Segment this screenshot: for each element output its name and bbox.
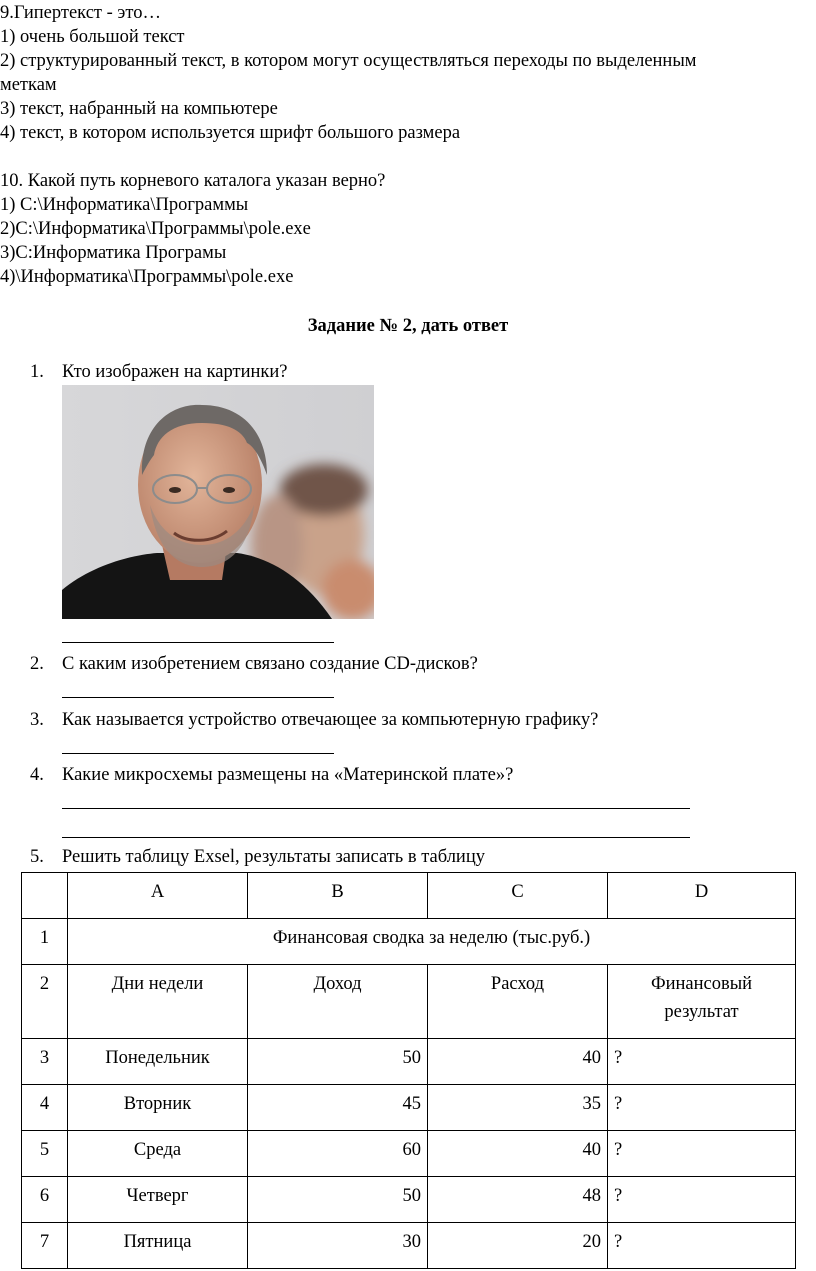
question-text: Как называется устройство отвечающее за компьютерную графику? — [62, 710, 599, 730]
header-cell-expense: Расход — [428, 965, 608, 1039]
answer-line[interactable] — [62, 642, 334, 643]
answer-line[interactable] — [62, 837, 690, 838]
column-header: D — [608, 873, 796, 919]
income-cell: 30 — [248, 1223, 428, 1269]
table-row — [22, 1131, 796, 1177]
q9-option-2: 2) структурированный текст, в котором могут осуществляться переходы по выделенным — [0, 51, 697, 71]
row-number: 2 — [22, 965, 68, 1039]
result-cell[interactable]: ? — [608, 1039, 796, 1085]
question-text: Какие микросхемы размещены на «Материнской плате»? — [62, 765, 514, 785]
q9-option-4: 4) текст, в котором используется шрифт большого размера — [0, 123, 461, 143]
column-header-row — [22, 873, 796, 919]
income-cell: 45 — [248, 1085, 428, 1131]
title-row — [22, 919, 796, 965]
expense-cell: 20 — [428, 1223, 608, 1269]
q10-option-4: 4)\Информатика\Программы\pole.exe — [0, 267, 294, 287]
income-cell: 50 — [248, 1177, 428, 1223]
result-cell[interactable]: ? — [608, 1085, 796, 1131]
task2-heading: Задание № 2, дать ответ — [307, 316, 509, 336]
table-row — [22, 1085, 796, 1131]
question-number: 3. — [30, 710, 44, 730]
day-cell: Четверг — [68, 1177, 248, 1223]
result-cell[interactable]: ? — [608, 1131, 796, 1177]
question-number: 2. — [30, 654, 44, 674]
q10-option-1: 1) C:\Информатика\Программы — [0, 195, 249, 215]
row-number: 6 — [22, 1177, 68, 1223]
portrait-photo — [62, 385, 374, 619]
result-cell[interactable]: ? — [608, 1177, 796, 1223]
corner-cell — [22, 873, 68, 919]
expense-cell: 35 — [428, 1085, 608, 1131]
question-text: С каким изобретением связано создание CD-дисков? — [62, 654, 478, 674]
row-number: 7 — [22, 1223, 68, 1269]
income-cell: 60 — [248, 1131, 428, 1177]
q9-option-1: 1) очень большой текст — [0, 27, 185, 47]
row-number: 1 — [22, 919, 68, 965]
q10-option-3: 3)C:Информатика Програмы — [0, 243, 227, 263]
q10-question: 10. Какой путь корневого каталога указан верно? — [0, 171, 386, 191]
header-row — [22, 965, 796, 1039]
table-title: Финансовая сводка за неделю (тыс.руб.) — [68, 919, 796, 965]
answer-line[interactable] — [62, 697, 334, 698]
result-cell[interactable]: ? — [608, 1223, 796, 1269]
column-header: A — [68, 873, 248, 919]
question-number: 1. — [30, 362, 44, 382]
header-cell-days: Дни недели — [68, 965, 248, 1039]
table-row — [22, 1039, 796, 1085]
q9-question: 9.Гипертекст - это… — [0, 3, 161, 23]
table-row — [22, 1177, 796, 1223]
q9-option-3: 3) текст, набранный на компьютере — [0, 99, 278, 119]
row-number: 5 — [22, 1131, 68, 1177]
row-number: 4 — [22, 1085, 68, 1131]
expense-cell: 48 — [428, 1177, 608, 1223]
header-cell-income: Доход — [248, 965, 428, 1039]
header-cell-result: Финансовый результат — [608, 965, 796, 1039]
day-cell: Пятница — [68, 1223, 248, 1269]
question-number: 4. — [30, 765, 44, 785]
column-header: B — [248, 873, 428, 919]
day-cell: Понедельник — [68, 1039, 248, 1085]
answer-line[interactable] — [62, 753, 334, 754]
expense-cell: 40 — [428, 1039, 608, 1085]
table-row — [22, 1223, 796, 1269]
question-text: Кто изображен на картинки? — [62, 362, 288, 382]
row-number: 3 — [22, 1039, 68, 1085]
column-header: C — [428, 873, 608, 919]
question-text: Решить таблицу Exsel, результаты записать в таблицу — [62, 847, 485, 867]
answer-line[interactable] — [62, 808, 690, 809]
expense-cell: 40 — [428, 1131, 608, 1177]
excel-table — [21, 872, 796, 1269]
q9-option-2-cont: меткам — [0, 75, 57, 95]
day-cell: Вторник — [68, 1085, 248, 1131]
day-cell: Среда — [68, 1131, 248, 1177]
q10-option-2: 2)C:\Информатика\Программы\pole.exe — [0, 219, 311, 239]
question-number: 5. — [30, 847, 44, 867]
income-cell: 50 — [248, 1039, 428, 1085]
